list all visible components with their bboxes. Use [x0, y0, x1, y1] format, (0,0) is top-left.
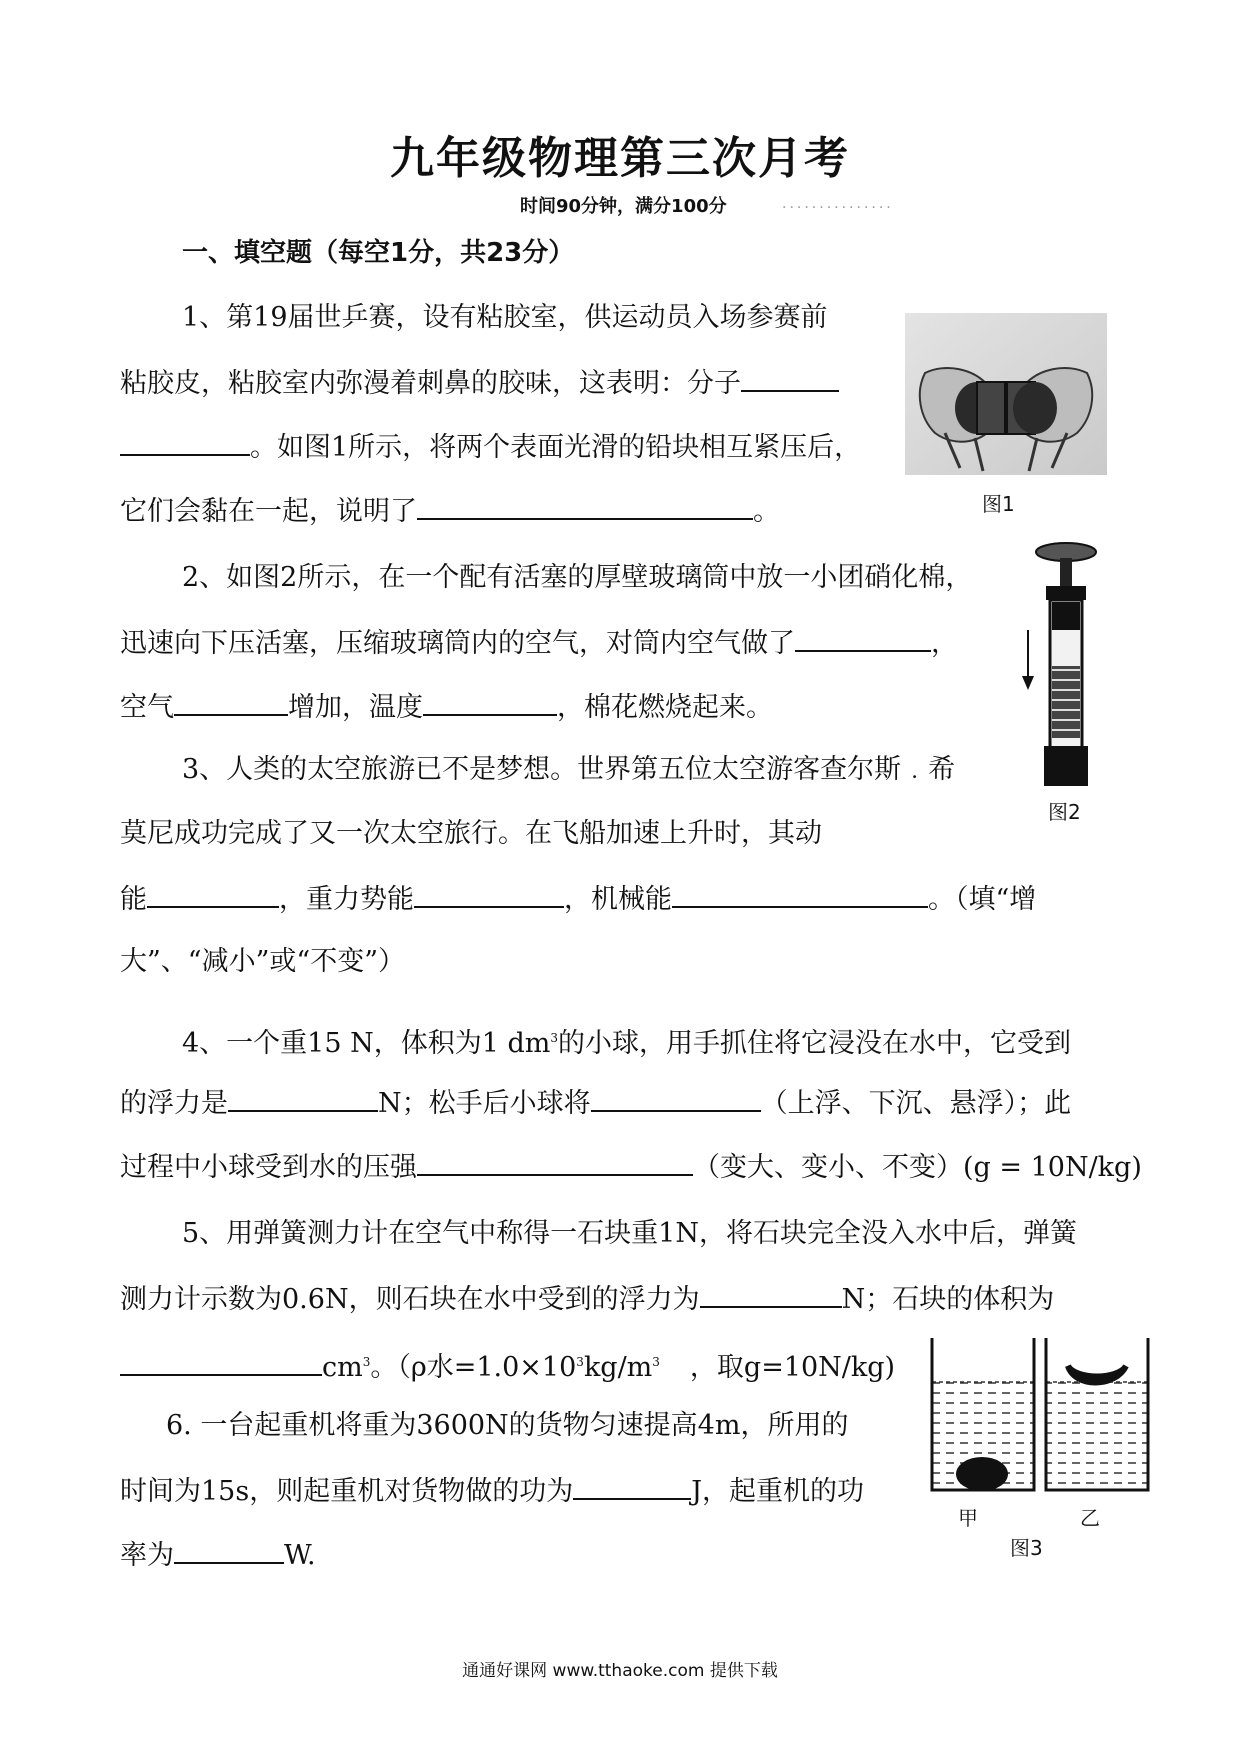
figure-1-image: [905, 313, 1107, 475]
q6-line-3: [120, 1536, 316, 1574]
q2-line-1: 2、如图2所示，在一个配有活塞的厚壁玻璃筒中放一小团硝化棉，: [182, 562, 973, 593]
q1-text-2: 粘胶皮，粘胶室内弥漫着刺鼻的胶味，这表明：分子: [120, 368, 741, 399]
exam-info: 时间90分钟，满分100分: [520, 196, 727, 217]
q3-blank-2[interactable]: [414, 880, 564, 908]
figure-1-label: 图1: [982, 492, 1015, 516]
footer-source: 通通好课网 www.tthaoke.com 提供下载: [462, 1661, 778, 1681]
q1-blank-2[interactable]: [417, 492, 753, 520]
section-title: 一、填空题（每空1分，共23分）: [182, 238, 575, 268]
q3-blank-1[interactable]: [147, 880, 279, 908]
q1-blank-1[interactable]: [741, 364, 839, 392]
decorative-dots: ...............: [782, 196, 894, 212]
q4-text-2b: N；松手后小球将: [378, 1088, 591, 1119]
q4-line-2: [120, 1084, 1071, 1122]
q1-line-1: 1、第19届世乒赛，设有粘胶室，供运动员入场参赛前: [182, 302, 828, 333]
q4-text-1b: 的小球，用手抓住将它浸没在水中，它受到: [558, 1028, 1072, 1059]
q3-text-3b: ，重力势能: [279, 884, 414, 915]
q1-line-4: [120, 492, 780, 530]
q1-text-4b: 。: [753, 496, 780, 527]
q5-line-1: 5、用弹簧测力计在空气中称得一石块重1N，将石块完全没入水中后，弹簧: [182, 1218, 1077, 1249]
q3-text-3c: ，机械能: [564, 884, 672, 915]
q5-text-3b: 。（ρ水=1.0×10: [370, 1352, 577, 1383]
q4-blank-1[interactable]: [228, 1084, 378, 1112]
q5-text-3d: ，取g=10N/kg): [689, 1352, 896, 1383]
q6-blank-1[interactable]: [573, 1472, 691, 1500]
q1-blank-1-cont[interactable]: [120, 428, 250, 456]
q6-text-3a: 率为: [120, 1540, 174, 1571]
q2-blank-1[interactable]: [795, 624, 931, 652]
q2-blank-2[interactable]: [174, 688, 288, 716]
q4-text-3a: 过程中小球受到水的压强: [120, 1152, 417, 1183]
q2-line-2: [120, 624, 958, 662]
q3-line-1: 3、人类的太空旅游已不是梦想。世界第五位太空游客查尔斯﹒希: [182, 754, 956, 785]
q5-line-2: [120, 1280, 1054, 1318]
q5-blank-1[interactable]: [700, 1280, 842, 1308]
figure-3-label-left: 甲: [958, 1506, 978, 1530]
q3-line-2: 莫尼成功完成了又一次太空旅行。在飞船加速上升时，其动: [120, 818, 822, 849]
q5-blank-2[interactable]: [120, 1348, 322, 1376]
q2-text-3a: 空气: [120, 692, 174, 723]
figure-3-label: 图3: [1010, 1536, 1043, 1560]
q4-sup-1: 3: [550, 1031, 559, 1045]
q2-text-3b: 增加，温度: [288, 692, 423, 723]
page-title: 九年级物理第三次月考: [390, 133, 850, 184]
q4-text-3b: （变大、变小、不变）(g = 10N/kg): [693, 1152, 1142, 1183]
q5-text-2a: 测力计示数为0.6N，则石块在水中受到的浮力为: [120, 1284, 700, 1315]
q6-line-1: 6. 一台起重机将重为3600N的货物匀速提高4m，所用的: [166, 1410, 849, 1441]
q5-text-3c: kg/m: [583, 1352, 653, 1383]
figure-2-image: [1020, 540, 1104, 790]
q3-text-3a: 能: [120, 884, 147, 915]
q3-line-4: 大”、“减小”或“不变”）: [120, 946, 406, 977]
figure-3-label-right: 乙: [1080, 1506, 1100, 1530]
q3-text-3d: 。（填“增: [928, 884, 1037, 915]
q4-text-1a: 4、一个重15 N，体积为1 dm: [182, 1028, 551, 1059]
q2-text-2b: ，: [931, 628, 958, 659]
q5-text-3a: cm: [322, 1352, 363, 1383]
q4-text-2a: 的浮力是: [120, 1088, 228, 1119]
q2-blank-3[interactable]: [423, 688, 557, 716]
q3-line-3: [120, 880, 1036, 918]
q5-sup-3: 3: [652, 1355, 660, 1369]
q5-line-3: [120, 1344, 895, 1386]
q1-text-4a: 它们会黏在一起，说明了: [120, 496, 417, 527]
q1-text-3: 。如图1所示，将两个表面光滑的铅块相互紧压后，: [250, 432, 862, 463]
q1-line-2: [120, 364, 839, 402]
q6-text-2b: J，起重机的功: [691, 1476, 865, 1507]
q3-blank-3[interactable]: [672, 880, 928, 908]
q5-text-2b: N；石块的体积为: [841, 1284, 1055, 1315]
q2-line-3: [120, 688, 773, 726]
q4-line-3: [120, 1148, 1142, 1186]
q1-line-3: [120, 428, 861, 466]
q5-sup-2: 3: [576, 1355, 584, 1369]
q2-text-2a: 迅速向下压活塞，压缩玻璃筒内的空气，对筒内空气做了: [120, 628, 795, 659]
q6-line-2: [120, 1472, 864, 1510]
q4-blank-2[interactable]: [591, 1084, 761, 1112]
q6-blank-2[interactable]: [174, 1536, 284, 1564]
q4-line-1: [182, 1020, 1071, 1062]
q6-text-2a: 时间为15s，则起重机对货物做的功为: [120, 1476, 574, 1507]
q6-text-3b: W.: [284, 1540, 316, 1571]
q2-text-3c: ，棉花燃烧起来。: [557, 692, 773, 723]
q4-blank-3[interactable]: [417, 1148, 693, 1176]
q4-text-2c: （上浮、下沉、悬浮）；此: [760, 1088, 1072, 1119]
figure-2-label: 图2: [1048, 800, 1081, 824]
q5-sup-1: 3: [362, 1355, 371, 1369]
